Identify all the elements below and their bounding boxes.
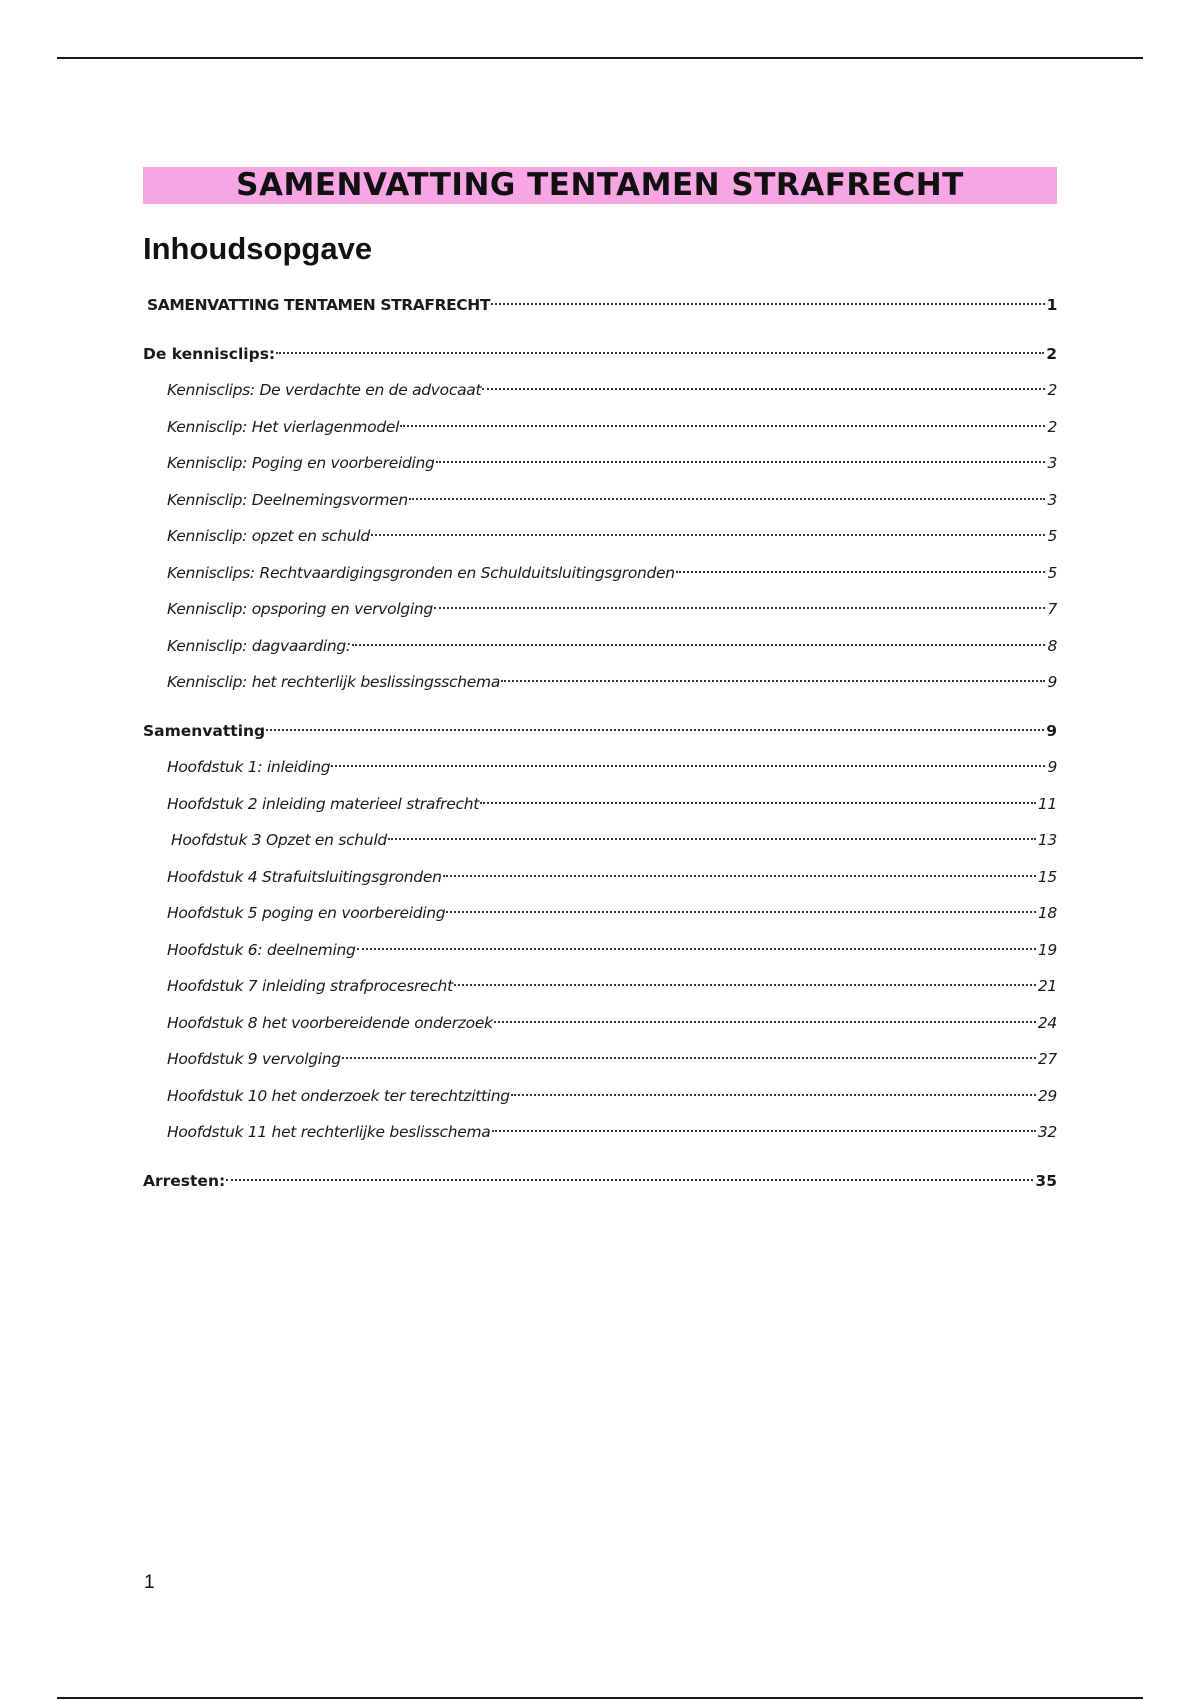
toc-entry-label: Kennisclip: Het vierlagenmodel bbox=[167, 417, 400, 436]
toc-entry-arresten[interactable] bbox=[143, 1163, 1057, 1200]
toc-entry-page: 15 bbox=[1037, 867, 1057, 886]
toc-dot-leader bbox=[446, 911, 1036, 913]
toc-entry-label: Kennisclip: Poging en voorbereiding bbox=[167, 454, 435, 472]
toc-entry-deelnemingsvormen[interactable] bbox=[143, 482, 1057, 519]
toc-dot-leader bbox=[436, 461, 1046, 463]
toc-dot-leader bbox=[226, 1179, 1033, 1181]
toc-entry-page: 18 bbox=[1037, 904, 1057, 922]
toc-entry-samenvatting-tentamen[interactable] bbox=[143, 287, 1057, 324]
toc-entry-hoofdstuk-6[interactable] bbox=[143, 932, 1057, 969]
toc-entry-page: 19 bbox=[1037, 940, 1057, 959]
toc-entry-samenvatting[interactable] bbox=[143, 713, 1057, 750]
toc-dot-leader bbox=[443, 875, 1036, 877]
toc-entry-label: Arresten: bbox=[143, 1171, 226, 1190]
toc-entry-label: SAMENVATTING TENTAMEN STRAFRECHT bbox=[147, 296, 491, 314]
toc-entry-page: 9 bbox=[1047, 673, 1057, 691]
toc-entry-label: Hoofdstuk 10 het onderzoek ter terechtzitting bbox=[167, 1086, 510, 1105]
toc-entry-hoofdstuk-4[interactable] bbox=[143, 859, 1057, 896]
toc-dot-leader bbox=[480, 802, 1036, 804]
toc-dot-leader bbox=[342, 1057, 1036, 1059]
toc-entry-label: Hoofdstuk 8 het voorbereidende onderzoek bbox=[167, 1013, 493, 1032]
toc-entry-page: 13 bbox=[1037, 831, 1057, 849]
toc-dot-leader bbox=[266, 729, 1044, 731]
toc-dot-leader bbox=[492, 1130, 1036, 1132]
toc-entry-label: Hoofdstuk 3 Opzet en schuld bbox=[171, 831, 387, 849]
toc-entry-opzet-schuld-clip[interactable] bbox=[143, 518, 1057, 555]
toc-entry-rechtvaardigingsgronden[interactable] bbox=[143, 555, 1057, 592]
toc-entry-page: 8 bbox=[1047, 636, 1057, 655]
toc-entry-label: Hoofdstuk 9 vervolging bbox=[167, 1050, 341, 1068]
toc-entry-vierlagenmodel[interactable] bbox=[143, 409, 1057, 446]
toc-entry-verdachte-advocaat[interactable] bbox=[143, 372, 1057, 409]
toc-dot-leader bbox=[388, 838, 1036, 840]
footer-rule bbox=[57, 1697, 1143, 1699]
toc-dot-leader bbox=[494, 1021, 1036, 1023]
toc-dot-leader bbox=[371, 534, 1046, 536]
toc-heading: Inhoudsopgave bbox=[143, 231, 373, 266]
toc-entry-label: Hoofdstuk 4 Strafuitsluitingsgronden bbox=[167, 867, 442, 886]
toc-entry-page: 29 bbox=[1037, 1086, 1057, 1105]
toc-entry-poging-voorbereiding-clip[interactable] bbox=[143, 445, 1057, 482]
toc-entry-page: 7 bbox=[1047, 600, 1057, 618]
toc-entry-beslissingsschema-clip[interactable] bbox=[143, 664, 1057, 701]
toc-entry-opsporing-vervolging[interactable] bbox=[143, 591, 1057, 628]
toc-entry-page: 32 bbox=[1037, 1123, 1057, 1141]
toc-dot-leader bbox=[331, 765, 1045, 767]
toc-entry-page: 1 bbox=[1046, 296, 1057, 314]
toc-entry-hoofdstuk-10[interactable] bbox=[143, 1078, 1057, 1115]
toc-entry-dagvaarding[interactable] bbox=[143, 628, 1057, 665]
toc-entry-hoofdstuk-2[interactable] bbox=[143, 786, 1057, 823]
toc-entry-page: 11 bbox=[1037, 794, 1057, 813]
toc-entry-hoofdstuk-8[interactable] bbox=[143, 1005, 1057, 1042]
toc-dot-leader bbox=[352, 644, 1046, 646]
toc-entry-label: Kennisclip: opzet en schuld bbox=[167, 527, 370, 545]
toc-entry-label: Kennisclip: het rechterlijk beslissingsschema bbox=[167, 673, 501, 691]
toc-entry-label: Hoofdstuk 7 inleiding strafprocesrecht bbox=[167, 977, 453, 995]
toc-entry-hoofdstuk-7[interactable] bbox=[143, 968, 1057, 1005]
toc-dot-leader bbox=[676, 571, 1046, 573]
toc-dot-leader bbox=[434, 607, 1046, 609]
toc-entry-hoofdstuk-11[interactable] bbox=[143, 1114, 1057, 1151]
toc-dot-leader bbox=[400, 425, 1045, 427]
toc-entry-hoofdstuk-3[interactable] bbox=[143, 822, 1057, 859]
document-page bbox=[143, 167, 1057, 1199]
toc-entry-label: Kennisclips: Rechtvaardigingsgronden en Schulduitsluitingsgronden bbox=[167, 563, 675, 582]
toc-entry-hoofdstuk-5[interactable] bbox=[143, 895, 1057, 932]
toc-entry-page: 9 bbox=[1046, 721, 1057, 740]
toc-entry-page: 2 bbox=[1047, 417, 1057, 436]
toc-entry-label: Hoofdstuk 1: inleiding bbox=[167, 758, 331, 776]
toc-entry-page: 9 bbox=[1047, 758, 1057, 776]
page-number: 1 bbox=[144, 1572, 155, 1593]
toc-entry-label: Kennisclip: Deelnemingsvormen bbox=[167, 490, 408, 509]
toc-entry-page: 27 bbox=[1037, 1050, 1057, 1068]
toc-entry-label: Samenvatting bbox=[143, 721, 266, 740]
toc-entry-page: 3 bbox=[1047, 490, 1057, 509]
document-title: SAMENVATTING TENTAMEN STRAFRECHT bbox=[143, 167, 1057, 204]
toc-entry-label: Kennisclip: dagvaarding: bbox=[167, 636, 351, 655]
toc-dot-leader bbox=[482, 388, 1045, 390]
toc-dot-leader bbox=[454, 984, 1036, 986]
toc-entry-kennisclips[interactable] bbox=[143, 336, 1057, 373]
toc-entry-page: 21 bbox=[1037, 977, 1057, 995]
toc-dot-leader bbox=[491, 303, 1045, 305]
toc-entry-label: Hoofdstuk 6: deelneming bbox=[167, 940, 356, 959]
table-of-contents bbox=[143, 287, 1057, 1199]
toc-dot-leader bbox=[276, 352, 1044, 354]
toc-entry-hoofdstuk-9[interactable] bbox=[143, 1041, 1057, 1078]
toc-entry-page: 24 bbox=[1037, 1013, 1057, 1032]
toc-entry-page: 5 bbox=[1047, 527, 1057, 545]
toc-dot-leader bbox=[511, 1094, 1036, 1096]
toc-entry-page: 3 bbox=[1047, 454, 1057, 472]
toc-entry-label: Kennisclips: De verdachte en de advocaat bbox=[167, 381, 482, 399]
header-rule bbox=[57, 57, 1143, 59]
toc-dot-leader bbox=[409, 498, 1046, 500]
toc-entry-label: Hoofdstuk 5 poging en voorbereiding bbox=[167, 904, 446, 922]
toc-entry-page: 2 bbox=[1046, 344, 1057, 363]
toc-entry-label: Hoofdstuk 2 inleiding materieel strafrecht bbox=[167, 794, 480, 813]
toc-entry-label: De kennisclips: bbox=[143, 344, 276, 363]
toc-entry-hoofdstuk-1[interactable] bbox=[143, 749, 1057, 786]
toc-entry-page: 5 bbox=[1047, 563, 1057, 582]
toc-entry-page: 35 bbox=[1035, 1171, 1057, 1190]
toc-entry-label: Hoofdstuk 11 het rechterlijke beslisschema bbox=[167, 1123, 491, 1141]
toc-dot-leader bbox=[501, 680, 1045, 682]
toc-dot-leader bbox=[357, 948, 1036, 950]
toc-entry-label: Kennisclip: opsporing en vervolging bbox=[167, 600, 433, 618]
toc-entry-page: 2 bbox=[1047, 381, 1057, 399]
